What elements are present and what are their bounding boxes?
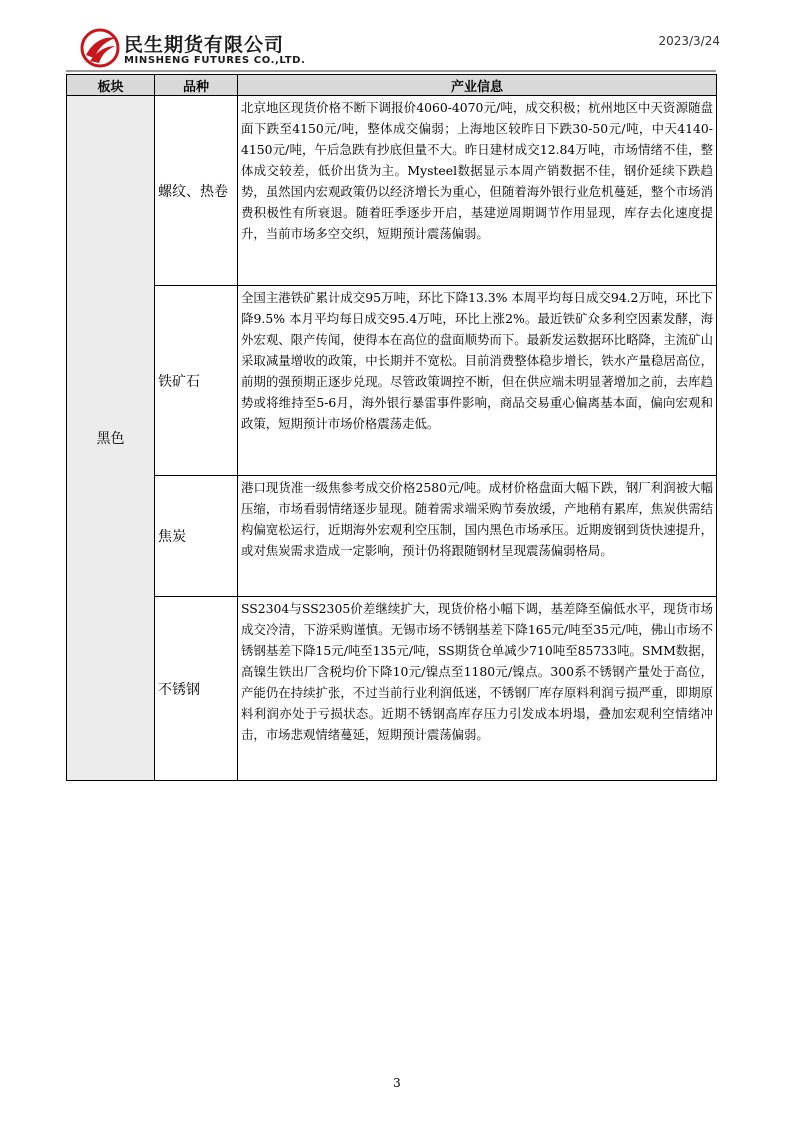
report-date: 2023/3/24 <box>658 34 720 48</box>
info-cell: 港口现货准一级焦参考成交价格2580元/吨。成材价格盘面大幅下跌，钢厂利润被大幅压缩，市场看弱情绪逐步显现。随着需求端采购节奏放缓，产地稍有累库，焦炭供需结构偏宽松运行，近期海外宏观利空压制，国内黑色市场承压。近期废钢到货快速提升，或对焦炭需求造成一定影响，预计仍将跟随钢材呈现震荡偏弱格局。 <box>238 476 717 597</box>
company-name-en: MINSHENG FUTURES CO.,LTD. <box>124 55 306 66</box>
page-number: 3 <box>393 1076 401 1090</box>
table-row <box>67 597 717 781</box>
header-sector: 板块 <box>67 75 155 96</box>
info-cell: SS2304与SS2305价差继续扩大，现货价格小幅下调，基差降至偏低水平，现货市场成交冷清，下游采购谨慎。无锡市场不锈钢基差下降165元/吨至35元/吨，佛山市场不锈钢基差下降15元/吨至135元/吨，SS期货仓单减少710吨至85733吨。SMM数据，高镍生铁出厂含税均价下降10元/镍点至1180元/镍点。300系不锈钢产量处于高位，产能仍在持续扩张，不过当前行业利润低迷，不锈钢厂库存原料利润亏损严重，即期原料利润亦处于亏损状态。近期不锈钢高库存压力引发成本坍塌，叠加宏观利空情绪冲击，市场悲观情绪蔓延，短期预计震荡偏弱。 <box>238 597 717 781</box>
header-variety: 品种 <box>155 75 238 96</box>
info-cell: 北京地区现货价格不断下调报价4060-4070元/吨，成交积极；杭州地区中天资源随盘面下跌至4150元/吨，整体成交偏弱；上海地区较昨日下跌30-50元/吨，中天4140-4150元/吨，午后急跌有抄底但量不大。昨日建材成交12.84万吨，市场情绪不佳，整体成交较差，低价出货为主。Mysteel数据显示本周产销数据不佳，钢价延续下跌趋势，虽然国内宏观政策仍以经济增长为重心，但随着海外银行业危机蔓延，整个市场消费积极性有所衰退。随着旺季逐步开启，基建逆周期调节作用显现，库存去化速度提升，当前市场多空交织，短期预计震荡偏弱。 <box>238 96 717 286</box>
table-row <box>67 286 717 476</box>
company-name-cn: 民生期货有限公司 <box>124 34 285 56</box>
variety-cell: 铁矿石 <box>155 286 238 476</box>
minsheng-logo-icon <box>80 28 120 68</box>
sector-cell: 黑色 <box>67 96 155 781</box>
variety-cell: 螺纹、热卷 <box>155 96 238 286</box>
variety-cell: 焦炭 <box>155 476 238 597</box>
info-cell: 全国主港铁矿累计成交95万吨，环比下降13.3% 本周平均每日成交94.2万吨，环比下降9.5% 本月平均每日成交95.4万吨，环比上涨2%。最近铁矿众多利空因素发酵，海外宏观、限产传闻，使得本在高位的盘面顺势而下。最新发运数据环比略降，主流矿山采取减量增收的政策，中长期并不宽松。目前消费整体稳步增长，铁水产量稳居高位，前期的强预期正逐步兑现。尽管政策调控不断，但在供应端未明显著增加之前，去库趋势或将维持至5-6月，海外银行暴雷事件影响，商品交易重心偏离基本面，偏向宏观和政策，短期预计市场价格震荡走低。 <box>238 286 717 476</box>
table-row <box>67 96 717 286</box>
header-rule <box>66 70 716 72</box>
table-row <box>67 476 717 597</box>
variety-cell: 不锈钢 <box>155 597 238 781</box>
page-header <box>80 28 720 70</box>
table-header-row <box>67 75 717 96</box>
industry-info-table <box>66 74 717 781</box>
header-info: 产业信息 <box>238 75 717 96</box>
